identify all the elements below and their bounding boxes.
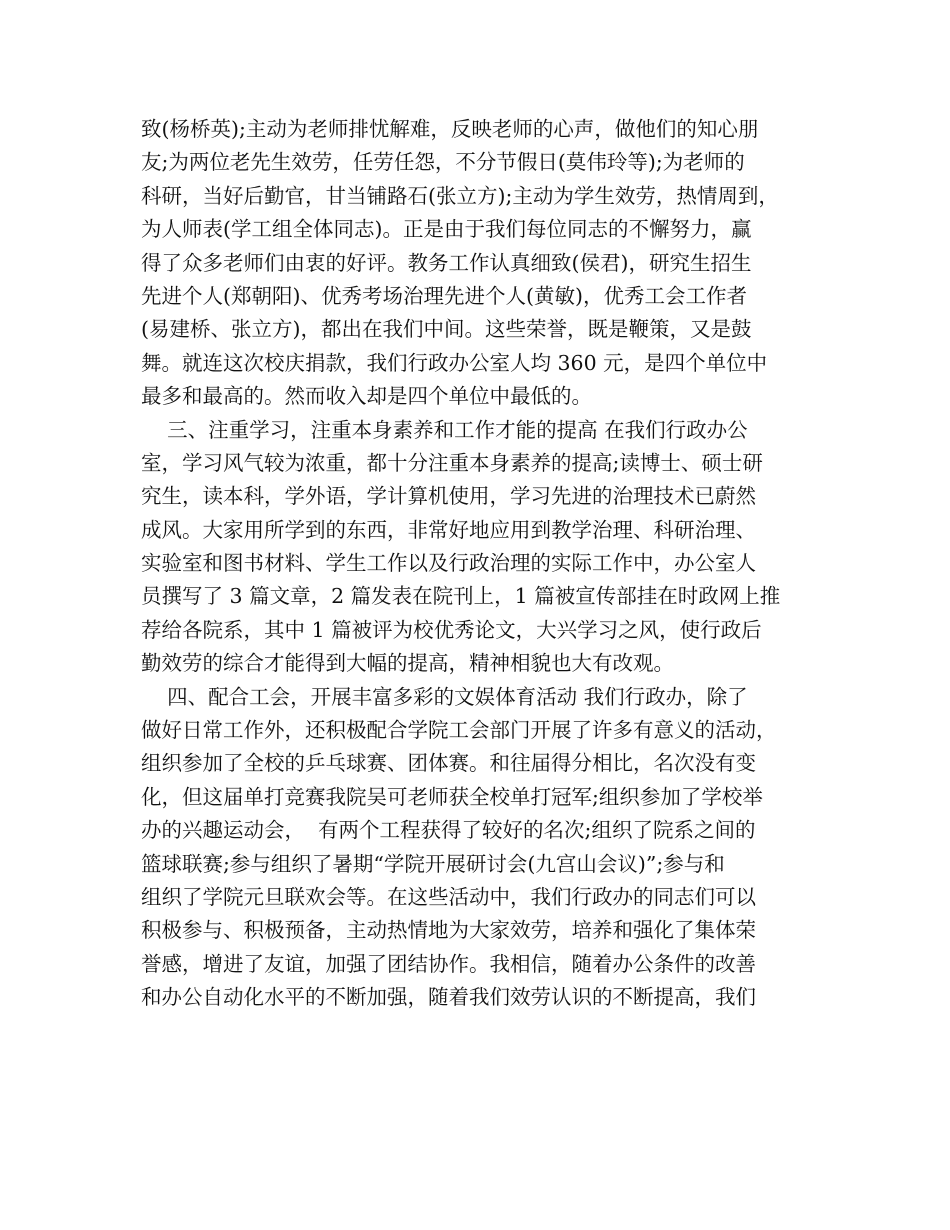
text-line: 致(杨桥英);主动为老师排忧解难，反映老师的心声，做他们的知心朋 [141,117,759,141]
text-line: 室，学习风气较为浓重，都十分注重本身素养的提高;读博士、硕士研 [141,450,763,475]
text-line: 实验室和图书材料、学生工作以及行政治理的实际工作中，办公室人 [141,551,756,576]
text-line: 为人师表(学工组全体同志)。正是由于我们每位同志的不懈努力，赢 [141,217,752,242]
text-line: 究生，读本科，学外语，学计算机使用，学习先进的治理技术已蔚然 [141,484,756,509]
text-line: 化，但这届单打竞赛我院吴可老师获全校单打冠军;组织参加了学校举 [141,784,763,809]
text-line: (易建桥、张立方)，都出在我们中间。这些荣誉，既是鞭策，又是鼓 [141,317,752,342]
text-line: 荐给各院系，其中 1 篇被评为校优秀论文，大兴学习之风，使行政后 [141,617,762,642]
text-line: 勤效劳的综合才能得到大幅的提高，精神相貌也大有改观。 [141,651,674,676]
text-line: 友;为两位老先生效劳，任劳任怨，不分节假日(莫伟玲等);为老师的 [141,150,745,175]
text-line: 组织参加了全校的乒乓球赛、团体赛。和往届得分相比，名次没有变 [141,751,756,776]
text-line: 篮球联赛;参与组织了暑期“学院开展研讨会(九宫山会议)”;参与和 [141,851,725,876]
section-heading-line: 四、配合工会，开展丰富多彩的文娱体育活动 我们行政办，除了 [141,684,748,709]
text-line: 最多和最高的。然而收入却是四个单位中最低的。 [141,384,592,409]
text-line: 成风。大家用所学到的东西，非常好地应用到教学治理、科研治理、 [141,517,756,542]
text-line: 得了众多老师们由衷的好评。教务工作认真细致(侯君)，研究生招生 [141,250,752,275]
text-line: 和办公自动化水平的不断加强，随着我们效劳认识的不断提高，我们 [141,985,756,1010]
text-line: 员撰写了 3 篇文章，2 篇发表在院刊上，1 篇被宣传部挂在时政网上推 [141,584,781,609]
document-body [141,113,821,1015]
text-line: 先进个人(郑朝阳)、优秀考场治理先进个人(黄敏)，优秀工会工作者 [141,283,747,308]
section-heading-line: 三、注重学习，注重本身素养和工作才能的提高 在我们行政办公 [141,417,748,442]
text-line: 积极参与、积极预备，主动热情地为大家效劳，培养和强化了集体荣 [141,918,756,943]
text-line: 做好日常工作外，还积极配合学院工会部门开展了许多有意义的活动， [141,718,777,743]
text-line: 誉感，增进了友谊，加强了团结协作。我相信，随着办公条件的改善 [141,951,756,976]
text-line: 舞。就连这次校庆捐款，我们行政办公室人均 360 元，是四个单位中 [141,350,768,375]
text-line: 办的兴趣运动会， 有两个工程获得了较好的名次;组织了院系之间的 [141,818,756,843]
text-line: 组织了学院元旦联欢会等。在这些活动中，我们行政办的同志们可以 [141,884,756,909]
text-line: 科研，当好后勤官，甘当铺路石(张立方);主动为学生效劳，热情周到， [141,183,779,208]
